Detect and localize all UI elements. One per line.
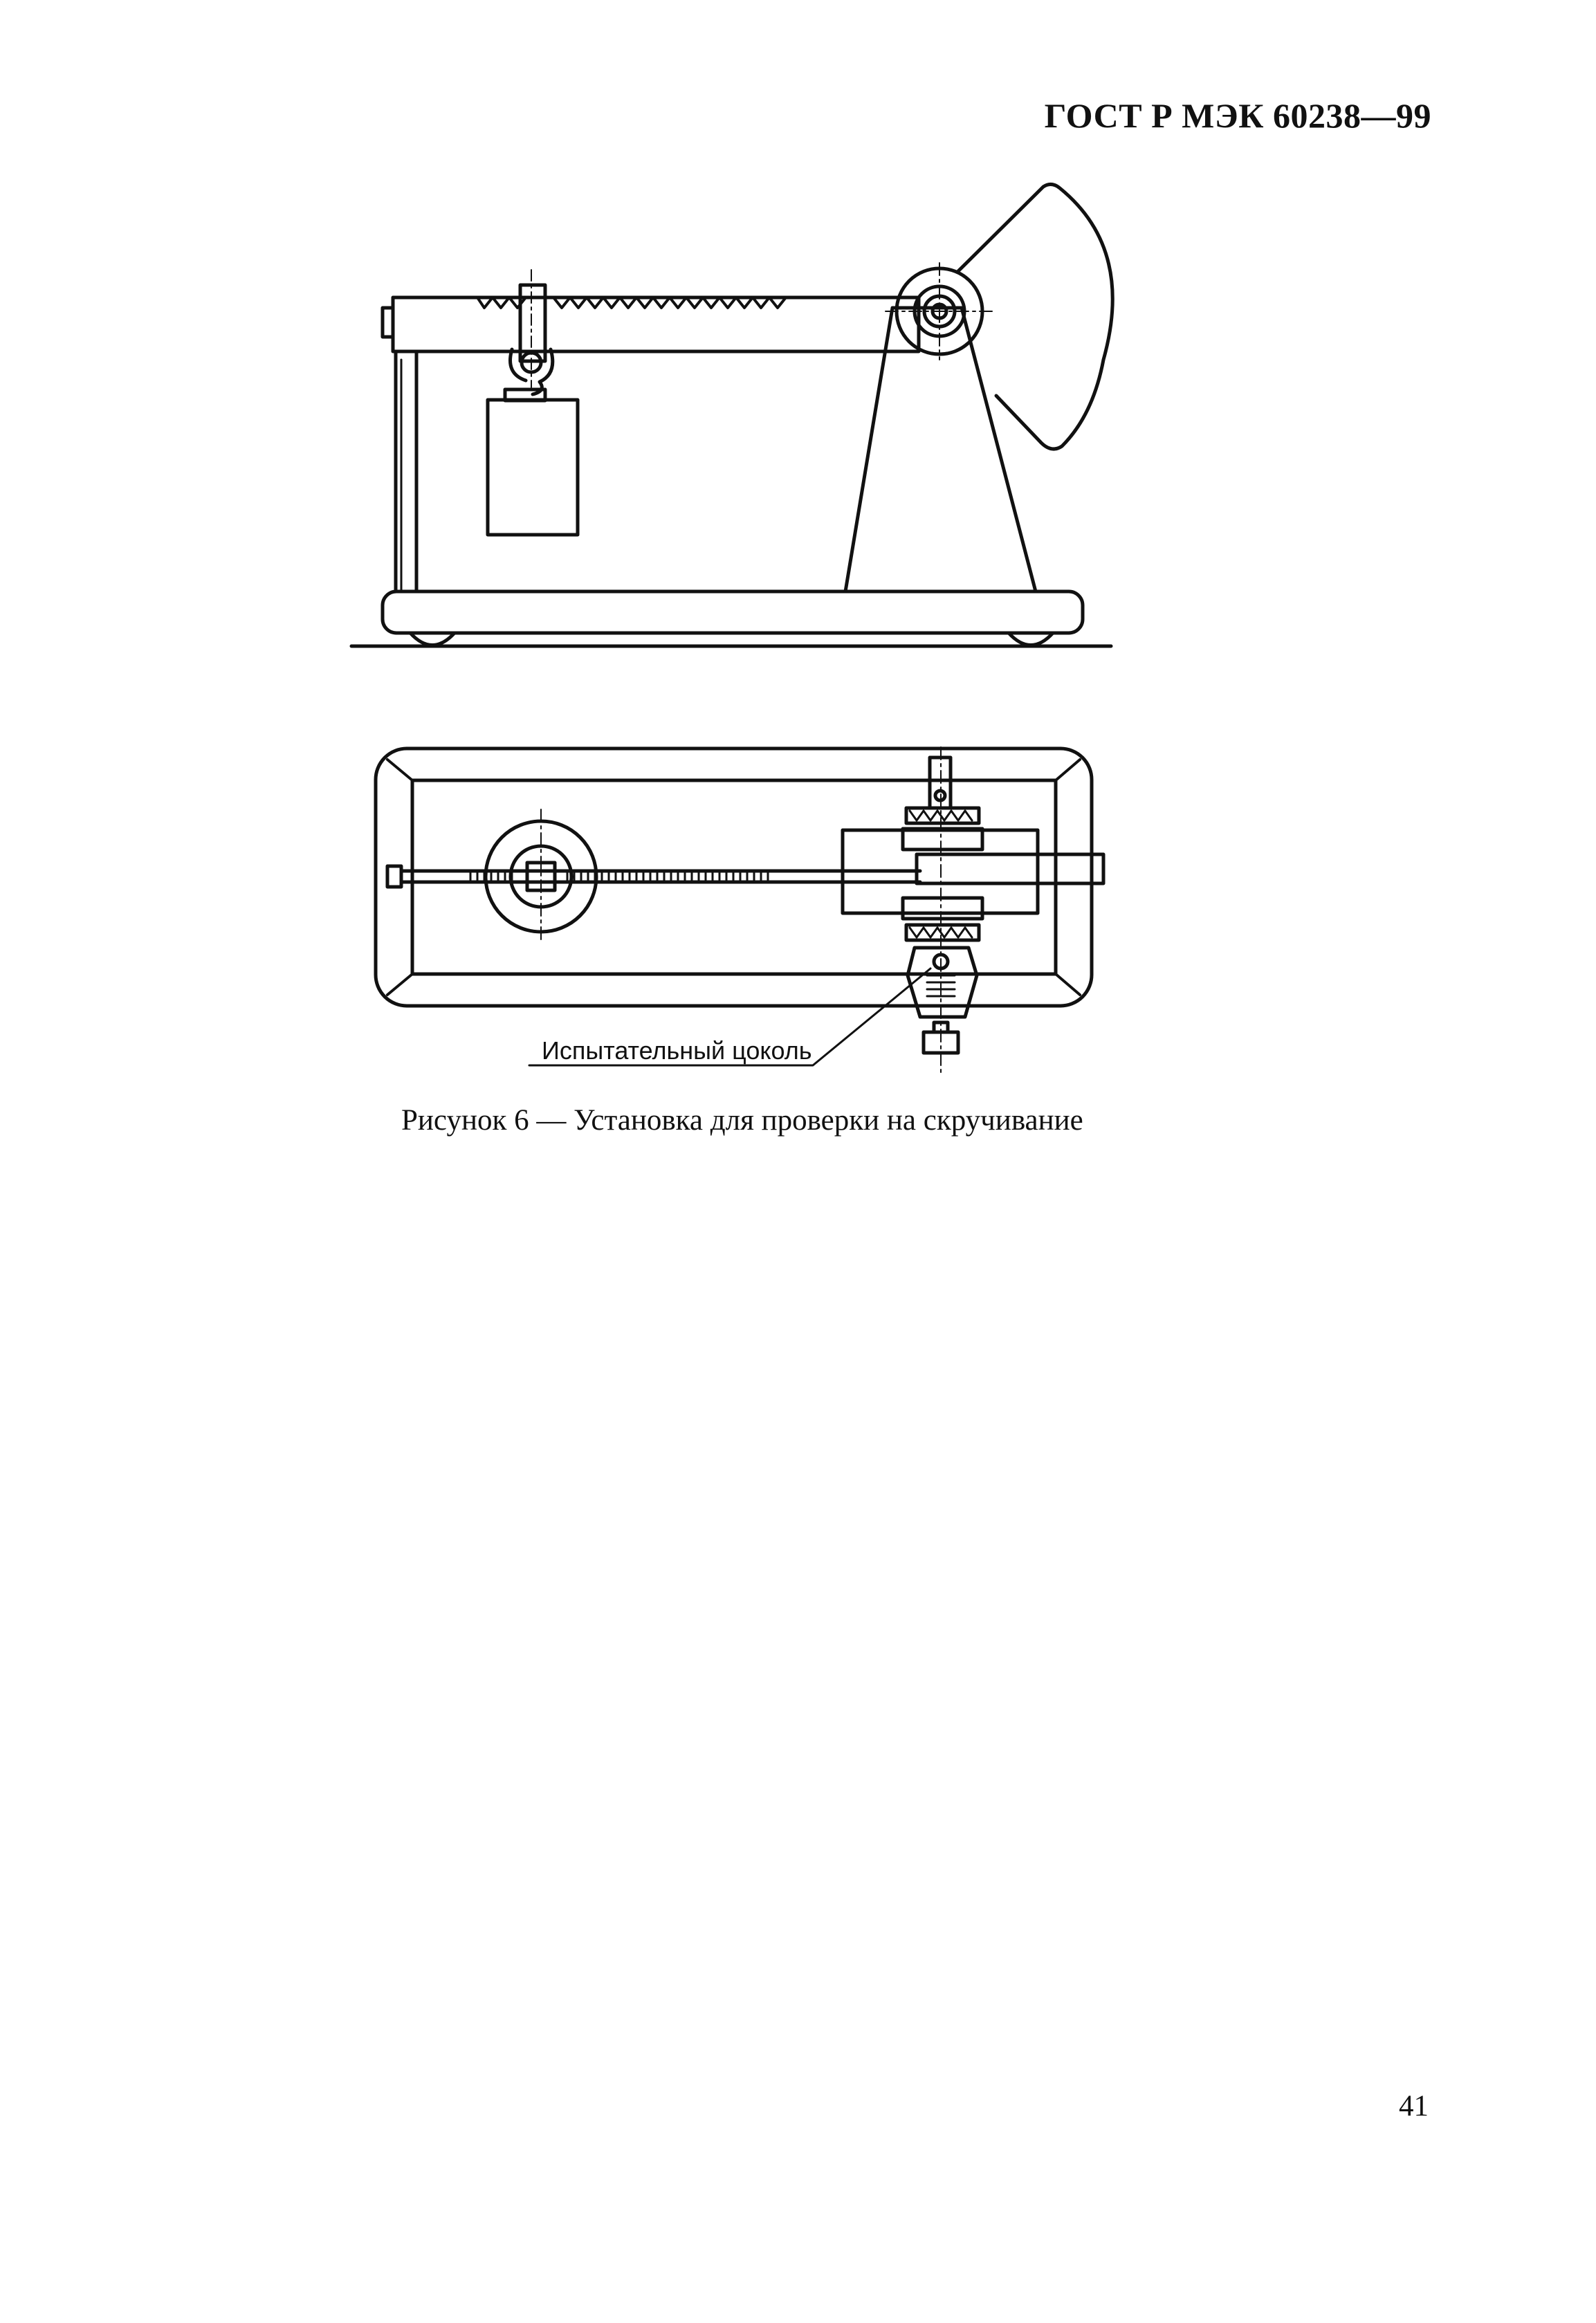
side-view (351, 184, 1112, 646)
lower-collar (903, 898, 982, 919)
left-post (396, 351, 416, 591)
lever-arm (917, 854, 1103, 883)
document-code-header: ГОСТ Р МЭК 60238—99 (1044, 96, 1431, 135)
rack-end-stop (383, 308, 393, 337)
rack-beam (393, 297, 919, 351)
top-view (376, 747, 1103, 1072)
base-foot-right (1009, 633, 1053, 645)
base-foot-left (410, 633, 455, 645)
figure-caption: Рисунок 6 — Установка для проверки на скручивание (401, 1104, 1083, 1137)
base-plate (383, 591, 1083, 633)
callout-label: Испытательный цоколь (542, 1036, 812, 1065)
page-number: 41 (1399, 2090, 1429, 2122)
end-stop-top (387, 866, 401, 887)
weight-block (488, 400, 578, 535)
